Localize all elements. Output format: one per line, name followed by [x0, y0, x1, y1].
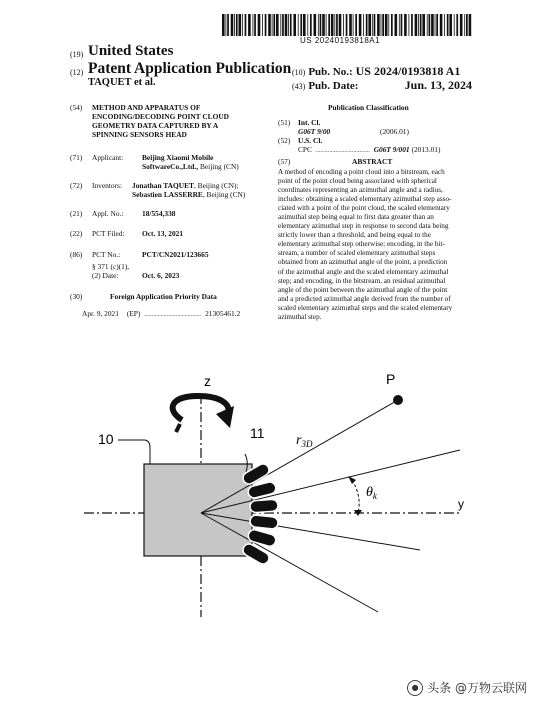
- barcode-bar: [300, 14, 302, 36]
- barcode-bar: [239, 14, 242, 36]
- barcode-bar: [404, 14, 407, 36]
- barcode-bar: [353, 14, 354, 36]
- label-z: z: [204, 373, 211, 389]
- abstract-line: includes: obtaining a scaled elementary azimuthal step asso-: [278, 195, 452, 204]
- barcode-bar: [349, 14, 352, 36]
- barcode-bar: [293, 14, 296, 36]
- barcode-bar: [334, 14, 335, 36]
- abstract-line: step; and encoding, in the bitstream, an residual azimuthal: [278, 276, 446, 285]
- watermark: [407, 679, 527, 696]
- barcode-bar: [231, 14, 234, 36]
- barcode-bar: [339, 14, 342, 36]
- barcode: [222, 14, 472, 36]
- barcode-bar: [447, 14, 449, 36]
- abstract-line: strictly lower than a threshold, and being equal to the: [278, 231, 431, 240]
- abstract-title: ABSTRACT: [352, 157, 393, 166]
- barcode-bar: [395, 14, 398, 36]
- barcode-bar: [382, 14, 384, 36]
- barcode-bar: [234, 14, 235, 36]
- country: United States: [88, 43, 174, 59]
- barcode-bar: [469, 14, 472, 36]
- point-p: [393, 395, 403, 405]
- invention-title: METHOD AND APPARATUS OF ENCODING/DECODING POINT CLOUD GEOMETRY DATA CAPTURED BY A SPINNING SENSORS HEAD: [92, 103, 230, 139]
- barcode-bar: [245, 14, 247, 36]
- barcode-bar: [227, 14, 229, 36]
- barcode-bar: [303, 14, 306, 36]
- barcode-bar: [346, 14, 348, 36]
- barcode-bar: [368, 14, 371, 36]
- label-p: P: [386, 372, 396, 387]
- barcode-bar: [460, 14, 463, 36]
- barcode-bar: [401, 14, 403, 36]
- abstract-line: coordinates representing an azimuthal angle and a radius,: [278, 186, 443, 195]
- inventors-value: Jonathan TAQUET, Beijing (CN); Sebastien LASSERRE, Beijing (CN): [132, 181, 246, 199]
- barcode-bar: [377, 14, 380, 36]
- abstract-line: point of the point cloud being associated with spherical: [278, 177, 437, 186]
- applicant-value: Beijing Xiaomi Mobile SoftwareCo.,Ltd., Beijing (CN): [142, 153, 239, 171]
- abstract-line: and a predicted azimuthal angle derived from the number of: [278, 294, 451, 303]
- pct-filed-value: Oct. 13, 2021: [142, 229, 184, 238]
- barcode-bar: [431, 14, 434, 36]
- pct-no-value: PCT/CN2021/123665: [142, 250, 209, 259]
- int-cl-year: (2006.01): [380, 127, 409, 136]
- code-30: (30): [70, 292, 83, 301]
- barcode-bar: [444, 14, 445, 36]
- theta-arc: [352, 480, 359, 513]
- code-21: (21): [70, 209, 83, 218]
- appl-no-value: 18/554,338: [142, 209, 176, 218]
- barcode-bar: [456, 14, 458, 36]
- inventor-line: TAQUET et al.: [88, 77, 156, 88]
- pub-class-title: Publication Classification: [328, 103, 409, 112]
- label-11: 11: [250, 425, 265, 441]
- barcode-bar: [466, 14, 468, 36]
- barcode-bar: [298, 14, 299, 36]
- barcode-bar: [222, 14, 225, 36]
- code-86: (86): [70, 250, 83, 259]
- code-57: (57): [278, 157, 291, 166]
- barcode-bar: [415, 14, 418, 36]
- barcode-bar: [326, 14, 327, 36]
- barcode-bar: [418, 14, 419, 36]
- int-cl-class: G06T 9/00: [298, 127, 331, 136]
- barcode-bar: [355, 14, 357, 36]
- barcode-bar: [409, 14, 410, 36]
- code-71: (71): [70, 153, 83, 162]
- barcode-bar: [388, 14, 389, 36]
- sensor-head-box: [144, 464, 252, 556]
- pct-no-label: PCT No.:: [92, 250, 121, 259]
- abstract-line: azimuthal step.: [278, 312, 322, 321]
- label-r3d: $r_{3D}$: [296, 433, 313, 449]
- barcode-bar: [331, 14, 334, 36]
- barcode-bar: [454, 14, 455, 36]
- date-371-label: (2) Date:: [92, 271, 119, 280]
- code-72: (72): [70, 181, 83, 190]
- abstract-text: [278, 168, 474, 322]
- barcode-bar: [435, 14, 436, 36]
- barcode-bar: [258, 14, 261, 36]
- barcode-bar: [420, 14, 422, 36]
- barcode-bar: [320, 14, 322, 36]
- barcode-bar: [280, 14, 281, 36]
- rotation-arrowhead: [216, 406, 234, 428]
- abstract-line: elementary azimuthal step in response to second data being: [278, 222, 449, 231]
- barcode-bar: [359, 14, 362, 36]
- barcode-bar: [290, 14, 292, 36]
- toutiao-icon: ●: [407, 680, 423, 696]
- barcode-bar: [288, 14, 289, 36]
- label-10-leader: [118, 440, 150, 464]
- date-371-value: Oct. 6, 2023: [142, 271, 180, 280]
- barcode-bar: [399, 14, 400, 36]
- abstract-line: azimuthal step being equal to first data greater than an: [278, 213, 434, 222]
- barcode-bar: [253, 14, 254, 36]
- barcode-bar: [366, 14, 368, 36]
- barcode-bar: [285, 14, 288, 36]
- barcode-bar: [318, 14, 319, 36]
- abstract-line: angle of the point between the azimuthal angle of the point: [278, 285, 448, 294]
- int-cl-label: Int. Cl.: [298, 118, 321, 127]
- applicant-label: Applicant:: [92, 153, 124, 162]
- pct-filed-label: PCT Filed:: [92, 229, 125, 238]
- barcode-bar: [236, 14, 238, 36]
- watermark-text: 头条 @万物云联网: [427, 681, 527, 695]
- barcode-bar: [226, 14, 227, 36]
- code-52: (52): [278, 136, 291, 145]
- barcode-bar: [310, 14, 312, 36]
- barcode-bar: [427, 14, 428, 36]
- priority-entry: Apr. 9, 2021 (EP) ...................................... 21305461.2: [82, 309, 241, 318]
- abstract-line: A method of encoding a point cloud into a bitstream, each: [278, 168, 445, 176]
- barcode-bar: [242, 14, 243, 36]
- code-51: (51): [278, 118, 291, 127]
- barcode-bar: [381, 14, 382, 36]
- barcode-bar: [265, 14, 267, 36]
- label-y: y: [458, 497, 464, 511]
- barcode-bar: [276, 14, 279, 36]
- barcode-bar: [411, 14, 413, 36]
- appl-no-label: Appl. No.:: [92, 209, 124, 218]
- barcode-bar: [248, 14, 251, 36]
- barcode-bar: [268, 14, 271, 36]
- priority-title: Foreign Application Priority Data: [110, 292, 217, 301]
- label-10: 10: [98, 431, 114, 447]
- barcode-bar: [273, 14, 275, 36]
- barcode-bar: [385, 14, 388, 36]
- code-54: (54): [70, 103, 83, 112]
- barcode-bar: [464, 14, 465, 36]
- section-371: § 371 (c)(1),: [92, 262, 130, 271]
- code-19: (19): [70, 50, 84, 59]
- barcode-bar: [363, 14, 364, 36]
- code-12: (12): [70, 68, 84, 77]
- barcode-bar: [282, 14, 284, 36]
- abstract-line: elementary azimuthal step otherwise; encoding, in the bit-: [278, 240, 445, 249]
- barcode-bar: [307, 14, 308, 36]
- barcode-bar: [272, 14, 273, 36]
- pub-date: Jun. 13, 2024: [404, 78, 472, 92]
- barcode-bar: [374, 14, 376, 36]
- barcode-bar: [391, 14, 393, 36]
- pub-number-line: (10) Pub. No.: US 2024/0193818 A1: [292, 64, 461, 78]
- abstract-line: stream, a number of scaled elementary azimuthal steps: [278, 249, 436, 258]
- cpc-line: CPC .................................... G06T 9/001 (2013.01): [298, 145, 441, 154]
- barcode-bar: [254, 14, 256, 36]
- inventors-label: Inventors:: [92, 181, 122, 190]
- publication-type: Patent Application Publication: [88, 60, 292, 77]
- barcode-bar: [372, 14, 373, 36]
- abstract-line: scaled elementary azimuthal steps and the scaled elementary: [278, 303, 453, 312]
- barcode-bar: [262, 14, 263, 36]
- abstract-line: obtained from an azimuthal angle of the point, a prediction: [278, 258, 448, 267]
- barcode-bar: [343, 14, 344, 36]
- patent-figure: [80, 372, 480, 632]
- barcode-bar: [328, 14, 330, 36]
- barcode-bar: [436, 14, 438, 36]
- barcode-bar: [422, 14, 425, 36]
- pub-date-line: (43) Pub. Date: Jun. 13, 2024: [292, 78, 472, 92]
- abstract-line: of the azimuthal angle and the scaled elementary azimuthal: [278, 267, 449, 276]
- barcode-bar: [314, 14, 317, 36]
- barcode-bar: [449, 14, 452, 36]
- barcode-bar: [322, 14, 325, 36]
- barcode-bar: [429, 14, 431, 36]
- barcode-bar: [440, 14, 443, 36]
- us-cl-label: U.S. Cl.: [298, 136, 323, 145]
- abstract-line: ciated with a point of the point cloud, the scaled elementary: [278, 204, 450, 213]
- barcode-number: US 20240193818A1: [300, 36, 381, 45]
- label-theta-k: $\theta_k$: [366, 485, 377, 501]
- barcode-bar: [336, 14, 338, 36]
- code-22: (22): [70, 229, 83, 238]
